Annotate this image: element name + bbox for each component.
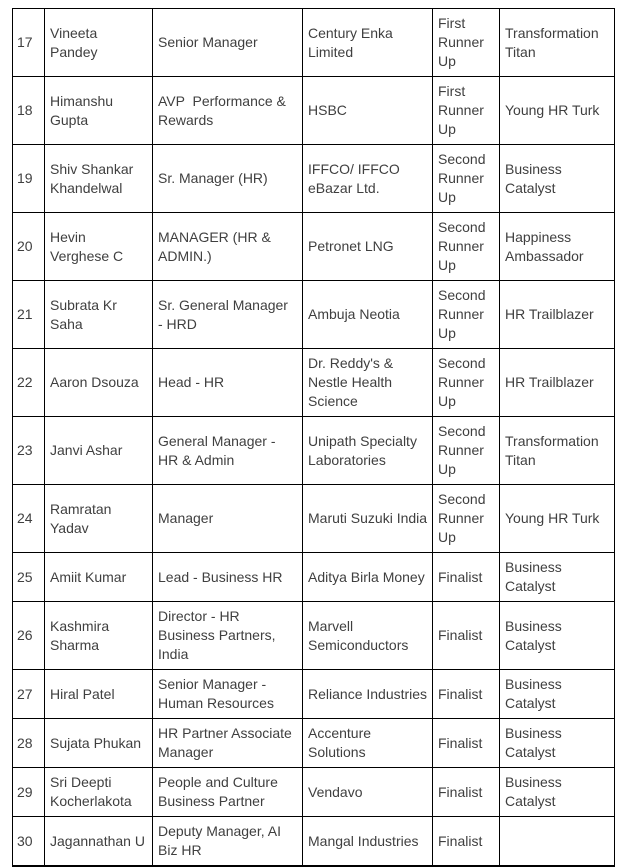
cell-designation: Sr. Manager (HR) bbox=[153, 145, 303, 213]
table-row bbox=[13, 553, 615, 602]
cell-designation: General Manager - HR & Admin bbox=[153, 417, 303, 485]
cell-result: Finalist bbox=[433, 719, 500, 768]
cell-name: Ramratan Yadav bbox=[45, 485, 153, 553]
cell-award: Young HR Turk bbox=[500, 485, 615, 553]
cell-company: Aditya Birla Money bbox=[303, 553, 433, 602]
cell-result: Second Runner Up bbox=[433, 485, 500, 553]
cell-designation: Manager bbox=[153, 485, 303, 553]
cell-result: First Runner Up bbox=[433, 77, 500, 145]
cell-name: Himanshu Gupta bbox=[45, 77, 153, 145]
cell-award: Business Catalyst bbox=[500, 670, 615, 719]
cell-company: Accenture Solutions bbox=[303, 719, 433, 768]
cell-name: Subrata Kr Saha bbox=[45, 281, 153, 349]
cell-designation: Director - HR Business Partners, India bbox=[153, 602, 303, 670]
cell-result: Second Runner Up bbox=[433, 145, 500, 213]
cell-designation: Senior Manager bbox=[153, 9, 303, 77]
cell-company: Mangal Industries bbox=[303, 817, 433, 867]
cell-designation: HR Partner Associate Manager bbox=[153, 719, 303, 768]
cell-company: Marvell Semiconductors bbox=[303, 602, 433, 670]
cell-result: Finalist bbox=[433, 670, 500, 719]
cell-designation: Head - HR bbox=[153, 349, 303, 417]
cell-award: Business Catalyst bbox=[500, 719, 615, 768]
cell-serial-number: 20 bbox=[13, 213, 45, 281]
cell-company: HSBC bbox=[303, 77, 433, 145]
cell-result: First Runner Up bbox=[433, 9, 500, 77]
cell-serial-number: 30 bbox=[13, 817, 45, 867]
cell-award: HR Trailblazer bbox=[500, 349, 615, 417]
cell-designation: People and Culture Business Partner bbox=[153, 768, 303, 817]
table-row bbox=[13, 768, 615, 817]
cell-serial-number: 18 bbox=[13, 77, 45, 145]
table-row bbox=[13, 670, 615, 719]
cell-company: IFFCO/ IFFCO eBazar Ltd. bbox=[303, 145, 433, 213]
cell-serial-number: 22 bbox=[13, 349, 45, 417]
cell-result: Finalist bbox=[433, 602, 500, 670]
cell-designation: Deputy Manager, AI Biz HR bbox=[153, 817, 303, 867]
cell-name: Kashmira Sharma bbox=[45, 602, 153, 670]
cell-result: Second Runner Up bbox=[433, 281, 500, 349]
cell-serial-number: 17 bbox=[13, 9, 45, 77]
cell-serial-number: 23 bbox=[13, 417, 45, 485]
cell-award: HR Trailblazer bbox=[500, 281, 615, 349]
cell-name: Sri Deepti Kocherlakota bbox=[45, 768, 153, 817]
awards-table bbox=[12, 8, 615, 867]
table-row bbox=[13, 145, 615, 213]
cell-name: Hevin Verghese C bbox=[45, 213, 153, 281]
cell-result: Second Runner Up bbox=[433, 213, 500, 281]
cell-serial-number: 28 bbox=[13, 719, 45, 768]
cell-result: Second Runner Up bbox=[433, 349, 500, 417]
cell-name: Jagannathan U bbox=[45, 817, 153, 867]
cell-name: Janvi Ashar bbox=[45, 417, 153, 485]
cell-award: Business Catalyst bbox=[500, 768, 615, 817]
cell-serial-number: 24 bbox=[13, 485, 45, 553]
table-row bbox=[13, 417, 615, 485]
cell-name: Vineeta Pandey bbox=[45, 9, 153, 77]
cell-company: Unipath Specialty Laboratories bbox=[303, 417, 433, 485]
table-row bbox=[13, 281, 615, 349]
awards-table-body bbox=[13, 9, 615, 867]
cell-name: Shiv Shankar Khandelwal bbox=[45, 145, 153, 213]
table-row bbox=[13, 485, 615, 553]
cell-award: Business Catalyst bbox=[500, 553, 615, 602]
table-row bbox=[13, 9, 615, 77]
cell-designation: AVP Performance & Rewards bbox=[153, 77, 303, 145]
cell-company: Dr. Reddy's & Nestle Health Science bbox=[303, 349, 433, 417]
cell-company: Ambuja Neotia bbox=[303, 281, 433, 349]
cell-company: Century Enka Limited bbox=[303, 9, 433, 77]
cell-company: Reliance Industries bbox=[303, 670, 433, 719]
cell-serial-number: 27 bbox=[13, 670, 45, 719]
cell-result: Finalist bbox=[433, 553, 500, 602]
cell-result: Finalist bbox=[433, 768, 500, 817]
cell-designation: Lead - Business HR bbox=[153, 553, 303, 602]
table-row bbox=[13, 77, 615, 145]
cell-result: Second Runner Up bbox=[433, 417, 500, 485]
cell-name: Aaron Dsouza bbox=[45, 349, 153, 417]
table-row bbox=[13, 719, 615, 768]
cell-serial-number: 25 bbox=[13, 553, 45, 602]
table-row bbox=[13, 349, 615, 417]
cell-award: Business Catalyst bbox=[500, 602, 615, 670]
cell-designation: Sr. General Manager - HRD bbox=[153, 281, 303, 349]
cell-result: Finalist bbox=[433, 817, 500, 867]
cell-serial-number: 26 bbox=[13, 602, 45, 670]
cell-name: Hiral Patel bbox=[45, 670, 153, 719]
cell-award: Business Catalyst bbox=[500, 145, 615, 213]
cell-serial-number: 21 bbox=[13, 281, 45, 349]
cell-award: Transformation Titan bbox=[500, 9, 615, 77]
cell-award: Happiness Ambassador bbox=[500, 213, 615, 281]
cell-award: Transformation Titan bbox=[500, 417, 615, 485]
table-row bbox=[13, 602, 615, 670]
cell-company: Vendavo bbox=[303, 768, 433, 817]
table-row bbox=[13, 213, 615, 281]
cell-serial-number: 19 bbox=[13, 145, 45, 213]
cell-serial-number: 29 bbox=[13, 768, 45, 817]
cell-name: Amiit Kumar bbox=[45, 553, 153, 602]
cell-company: Maruti Suzuki India bbox=[303, 485, 433, 553]
cell-company: Petronet LNG bbox=[303, 213, 433, 281]
cell-designation: Senior Manager - Human Resources bbox=[153, 670, 303, 719]
cell-designation: MANAGER (HR & ADMIN.) bbox=[153, 213, 303, 281]
cell-award: Young HR Turk bbox=[500, 77, 615, 145]
cell-name: Sujata Phukan bbox=[45, 719, 153, 768]
